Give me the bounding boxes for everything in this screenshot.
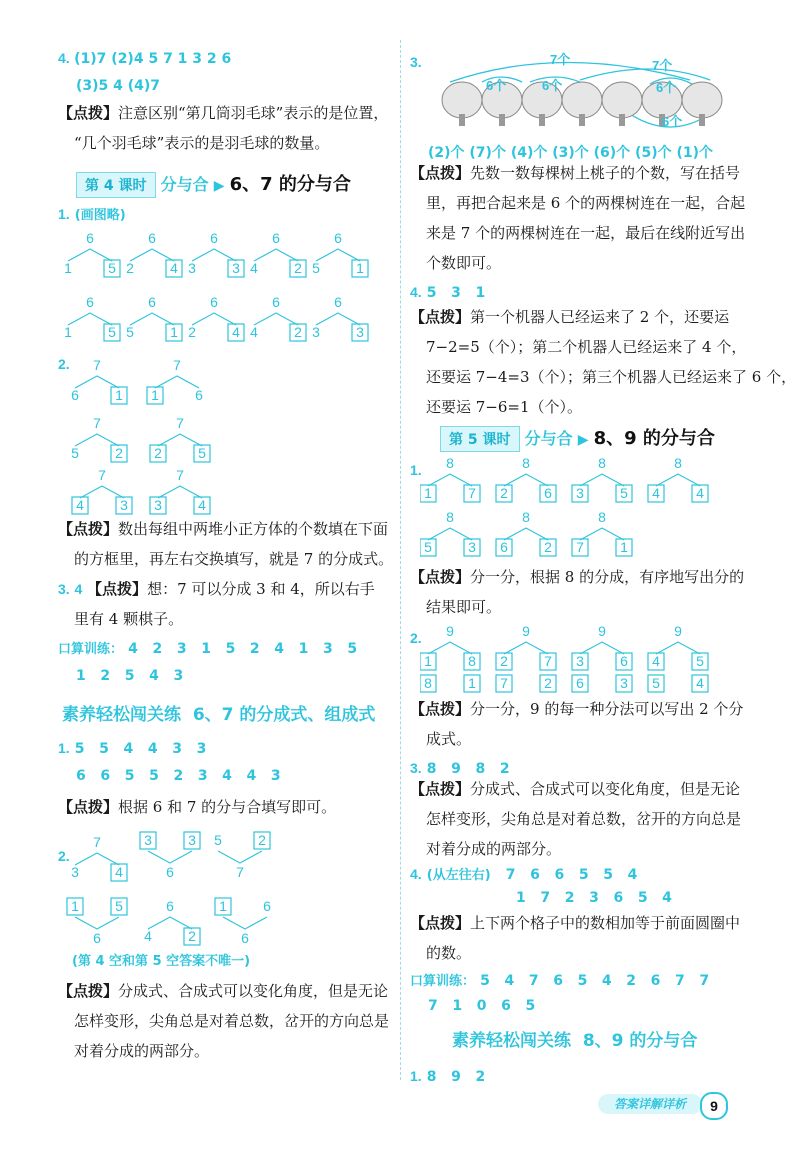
tip-label: 【点拨】 [410,780,471,798]
q3-number: 3. [58,581,70,597]
digit: 1 [64,260,72,276]
digit: 6 [195,387,203,403]
split-line [130,249,174,261]
merge-line [75,917,119,929]
triangle-arrow-icon: ▶ [213,178,225,194]
digit: 4 [76,497,84,513]
split-line [75,434,119,446]
tip-text: 先数一数每棵树上桃子的个数，写在括号 [470,164,741,182]
arc-label: 6个 [486,78,507,93]
digit: 5 [652,675,660,691]
q3-line2: 里有 4 颗棋子。 [74,610,184,628]
digit: 7 [93,357,101,373]
r-r4-hint: (从左往右) [426,868,491,883]
section-title: 素养轻松闯关练 6、7 的分成式、组成式 [62,705,376,725]
tip-label: 【点拨】 [410,164,471,182]
digit: 7 [236,864,244,880]
r-tip-3 [410,562,744,592]
r-r3-number: 3. [410,760,422,776]
r-tip-1-line4: 个数即可。 [426,254,502,272]
digit: 6 [263,898,271,914]
r-tip-6 [410,908,740,938]
digit: 3 [356,324,364,340]
digit: 3 [120,497,128,513]
q4-answer [58,50,231,67]
digit: 2 [294,260,302,276]
digit: 6 [576,675,584,691]
mental-line2: 1 2 5 4 3 [76,668,184,684]
tree-icon [562,82,602,126]
r-tip-6-line2: 的数。 [426,944,472,962]
r-r4-number: 4. [410,866,422,882]
digit: 9 [598,623,606,639]
digit: 5 [214,832,222,848]
tip-text: 分成式、合成式可以变化角度，但是无论 [118,982,389,1000]
s2-note: (第 4 空和第 5 空答案不唯一) [72,954,251,969]
lesson-subtitle: 8、9 的分与合 [593,428,715,449]
mental-label: 口算训练： [410,974,476,989]
r1-split-diagrams [420,450,720,565]
digit: 2 [544,539,552,555]
digit: 6 [166,898,174,914]
split-line [316,249,360,261]
split-line [80,486,124,498]
digit: 3 [71,864,79,880]
r-s1-number: 1. [410,1068,422,1084]
digit: 5 [312,260,320,276]
digit: 3 [312,324,320,340]
digit: 3 [154,497,162,513]
tip-4-line2: 怎样变形，尖角总是对着总数，岔开的方向总是 [74,1012,390,1030]
digit: 2 [500,485,508,501]
digit: 6 [334,230,342,246]
split-line [148,917,192,929]
tip-text: 第一个机器人已经运来了 2 个，还要运 [470,308,730,326]
r-tip-1-line2: 里，再把合起来是 6 个的两棵树连在一起，合起 [426,194,746,212]
tip-text: 根据 6 和 7 的分与合填写即可。 [118,798,337,816]
digit: 6 [210,230,218,246]
r-r4-line1: 7 6 6 5 5 4 [505,867,638,883]
tip-2-line2: 的方框里，再左右交换填写，就是 7 的分成式。 [74,550,394,568]
s2-split-diagrams [50,825,350,950]
arc-line [580,69,710,80]
digit: 2 [115,445,123,461]
digit: 2 [154,445,162,461]
digit: 8 [598,455,606,471]
digit: 1 [151,387,159,403]
tree-icon [682,82,722,126]
digit: 2 [500,653,508,669]
digit: 4 [696,675,704,691]
digit: 6 [272,294,280,310]
r-tip-2 [410,302,729,332]
digit: 3 [232,260,240,276]
lesson-badge: 第 4 课时 [76,172,156,198]
r-tip-1-line3: 来是 7 个的两棵树连在一起，最后在线附近写出 [426,224,746,242]
split-line [68,313,112,325]
split-line [254,249,298,261]
r-tip-2-line4: 还要运 7−6=1（个）。 [426,398,583,416]
arc-label: 6个 [542,78,563,93]
column-divider [400,40,401,1080]
digit: 2 [258,832,266,848]
digit: 5 [108,260,116,276]
split-line [504,528,548,540]
digit: 4 [232,324,240,340]
mental-line2: 7 1 0 6 5 [428,998,536,1014]
digit: 7 [176,467,184,483]
r-tip-3-line2: 结果即可。 [426,598,502,616]
digit: 4 [170,260,178,276]
digit: 6 [86,294,94,310]
digit: 4 [250,260,258,276]
split-line [158,486,202,498]
q2-number: 2. [58,356,70,372]
lesson-title: 分与合 [524,429,573,448]
tip-1 [58,98,393,128]
digit: 7 [576,539,584,555]
q1-split-diagrams [50,225,390,355]
split-line [580,528,624,540]
r-tip-5-line3: 对着分成的两部分。 [426,840,562,858]
tip-label: 【点拨】 [58,798,119,816]
lesson-4-heading [76,170,351,198]
digit: 9 [446,623,454,639]
split-line [254,313,298,325]
q3-value: 4 [74,581,83,597]
tip-text: 上下两个格子中的数相加等于前面圆圈中 [470,914,741,932]
digit: 3 [468,539,476,555]
digit: 6 [166,864,174,880]
split-line [75,376,119,388]
digit: 6 [272,230,280,246]
arc-label: 7个 [550,52,571,67]
arc-label: 6个 [656,80,677,95]
r-s1-value: 8 9 2 [426,1069,486,1085]
tip-label: 【点拨】 [410,308,471,326]
digit: 7 [93,415,101,431]
q4-number: 4. [58,50,70,66]
digit: 2 [188,324,196,340]
digit: 8 [468,653,476,669]
tip-4 [58,976,388,1006]
digit: 1 [620,539,628,555]
q1-number: 1. [58,206,70,222]
q1-heading [58,204,126,223]
r-mental-training [410,970,709,989]
split-line [192,249,236,261]
digit: 4 [144,928,152,944]
r-q4-number: 4. [410,284,422,300]
digit: 5 [696,653,704,669]
digit: 3 [620,675,628,691]
q1-hint: (画图略) [74,208,126,223]
tip-text: 想：7 可以分成 3 和 4，所以右手 [147,580,375,598]
r-tip-2-line2: 7−2=5（个）；第二个机器人已经运来了 4 个， [426,338,747,356]
digit: 6 [71,387,79,403]
q4-line2: (3)5 4 (4)7 [76,78,161,94]
s2-number: 2. [58,848,70,864]
tree-icon [442,82,482,126]
digit: 5 [620,485,628,501]
digit: 6 [148,230,156,246]
digit: 5 [126,324,134,340]
page-number: 9 [700,1092,728,1120]
tip-text: 分成式、合成式可以变化角度，但是无论 [470,780,741,798]
r-r2-number: 2. [410,630,422,646]
arc-label: 7个 [652,58,673,73]
digit: 6 [241,930,249,946]
digit: 7 [176,415,184,431]
digit: 7 [173,357,181,373]
s1-answer [58,738,206,757]
tip-text: 数出每组中两堆小正方体的个数填在下面 [118,520,389,538]
peach-trees-illustration [430,44,730,136]
split-line [656,474,700,486]
digit: 8 [446,509,454,525]
digit: 6 [544,485,552,501]
digit: 8 [522,455,530,471]
tree-icon [602,82,642,126]
split-line [155,376,199,388]
mental-training [58,638,357,657]
digit: 1 [64,324,72,340]
merge-line [148,851,192,863]
digit: 4 [115,864,123,880]
digit: 7 [500,675,508,691]
digit: 1 [71,898,79,914]
digit: 6 [93,930,101,946]
arc-label: 6个 [662,114,683,129]
digit: 5 [115,898,123,914]
digit: 2 [294,324,302,340]
digit: 5 [424,539,432,555]
q3-answer [58,574,375,604]
digit: 3 [576,485,584,501]
tip-2 [58,514,388,544]
r-s1-answer [410,1066,485,1085]
r-r4-answer [410,864,637,883]
split-line [75,853,119,865]
digit: 8 [674,455,682,471]
q4-line1: (1)7 (2)4 5 7 1 3 2 6 [74,51,232,67]
digit: 2 [544,675,552,691]
digit: 9 [522,623,530,639]
merge-line [223,917,267,929]
digit: 8 [522,509,530,525]
s1-line2: 6 6 5 5 2 3 4 4 3 [76,768,281,784]
r-q4-value: 5 3 1 [426,285,486,301]
s1-number: 1. [58,740,70,756]
split-line [428,528,472,540]
digit: 3 [188,260,196,276]
triangle-arrow-icon: ▶ [577,432,589,448]
digit: 8 [598,509,606,525]
lesson-badge: 第 5 课时 [440,426,520,452]
tip-label: 【点拨】 [87,580,148,598]
split-line [580,474,624,486]
digit: 3 [144,832,152,848]
merge-line [218,851,262,863]
s1-line1: 5 5 4 4 3 3 [74,741,207,757]
r-q4-answer [410,282,485,301]
tip-text: 分一分，根据 8 的分成，有序地写出分的 [470,568,745,586]
split-line [504,642,548,654]
r-r4-line2: 1 7 2 3 6 5 4 [516,890,672,906]
split-line [68,249,112,261]
r-tip-1 [410,158,750,188]
lesson-subtitle: 6、7 的分与合 [229,174,351,195]
digit: 6 [148,294,156,310]
digit: 1 [115,387,123,403]
r-q3-answer: (2)个 (7)个 (4)个 (3)个 (6)个 (5)个 (1)个 [428,145,714,161]
r2-split-diagrams [420,618,720,698]
digit: 7 [93,834,101,850]
digit: 6 [334,294,342,310]
tip-label: 【点拨】 [58,982,119,1000]
footer-badge: 答案详解详析 [598,1094,702,1114]
lesson-5-heading [440,424,715,452]
digit: 1 [468,675,476,691]
lesson-title: 分与合 [160,175,209,194]
digit: 4 [652,653,660,669]
digit: 2 [126,260,134,276]
r-section-title: 素养轻松闯关练 8、9 的分与合 [452,1031,698,1051]
digit: 5 [71,445,79,461]
digit: 4 [198,497,206,513]
tip-label: 【点拨】 [410,700,471,718]
digit: 6 [86,230,94,246]
r-r1-number: 1. [410,462,422,478]
split-line [158,434,202,446]
tip-4-line3: 对着分成的两部分。 [74,1042,210,1060]
split-line [504,474,548,486]
tip-text: 注意区别“第几筒羽毛球”表示的是位置， [118,104,389,122]
tip-label: 【点拨】 [410,568,471,586]
digit: 3 [188,832,196,848]
r-tip-2-line3: 还要运 7−4=3（个）；第三个机器人已经运来了 6 个， [426,368,797,386]
digit: 4 [250,324,258,340]
r-tip-5-line2: 怎样变形，尖角总是对着总数，岔开的方向总是 [426,810,742,828]
digit: 7 [468,485,476,501]
digit: 6 [500,539,508,555]
digit: 4 [696,485,704,501]
mental-line1: 4 2 3 1 5 2 4 1 3 5 [128,641,358,657]
digit: 5 [108,324,116,340]
tip-label: 【点拨】 [410,914,471,932]
q2-split-diagrams [50,350,250,520]
digit: 1 [219,898,227,914]
digit: 9 [674,623,682,639]
mental-line1: 5 4 7 6 5 4 2 6 7 7 [480,973,710,989]
digit: 4 [652,485,660,501]
mental-label: 口算训练： [58,642,124,657]
digit: 2 [188,928,196,944]
r-tip-5 [410,774,740,804]
digit: 7 [98,467,106,483]
tip-1-line2: “几个羽毛球”表示的是羽毛球的数量。 [74,134,330,152]
split-line [656,642,700,654]
digit: 1 [424,653,432,669]
digit: 1 [356,260,364,276]
tip-label: 【点拨】 [58,104,119,122]
split-line [192,313,236,325]
r-q3-number: 3. [410,54,422,70]
digit: 6 [210,294,218,310]
tip-text: 分一分，9 的每一种分法可以写出 2 个分 [470,700,744,718]
digit: 1 [170,324,178,340]
digit: 7 [544,653,552,669]
split-line [316,313,360,325]
split-line [580,642,624,654]
digit: 3 [576,653,584,669]
digit: 1 [424,485,432,501]
split-line [130,313,174,325]
digit: 5 [198,445,206,461]
r-tip-4 [410,694,743,724]
split-line [428,642,472,654]
tip-label: 【点拨】 [58,520,119,538]
digit: 8 [446,455,454,471]
tip-3 [58,792,336,822]
digit: 6 [620,653,628,669]
r-r3-value: 8 9 8 2 [426,761,510,777]
digit: 8 [424,675,432,691]
r-tip-4-line2: 成式。 [426,730,472,748]
split-line [428,474,472,486]
